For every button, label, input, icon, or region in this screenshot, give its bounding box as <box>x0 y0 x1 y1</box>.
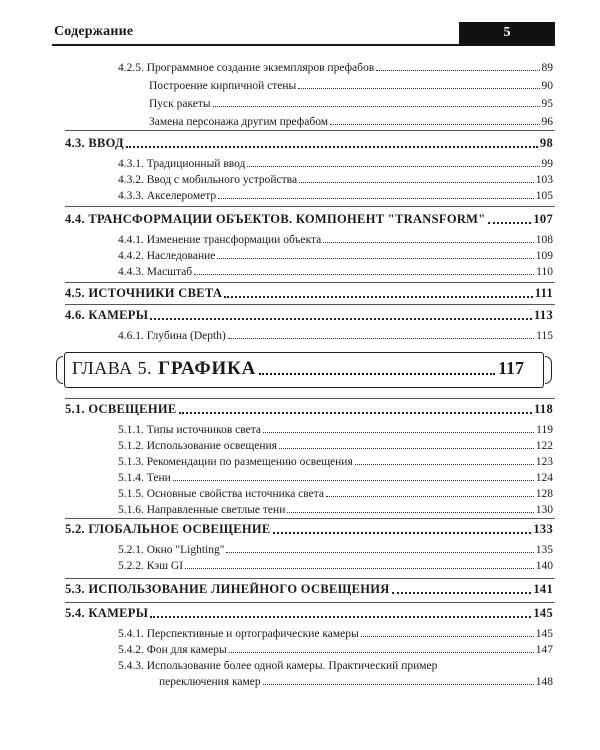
section-divider <box>65 518 555 519</box>
dot-leader <box>224 296 533 298</box>
dot-leader <box>376 70 539 71</box>
toc-section-page: 118 <box>534 402 553 416</box>
toc-entry-page: 89 <box>541 62 553 74</box>
toc-entry-page: 119 <box>536 424 553 436</box>
dot-leader <box>217 258 533 259</box>
section-divider <box>65 282 555 283</box>
page-number-badge: 5 <box>459 22 555 44</box>
toc-entry-page: 99 <box>541 158 553 170</box>
toc-entry[interactable] <box>118 544 553 556</box>
toc-entry-continuation[interactable] <box>159 676 553 688</box>
dot-leader <box>213 106 540 107</box>
dot-leader <box>361 636 534 637</box>
toc-entry-page: 122 <box>535 440 553 452</box>
toc-entry-title: 5.1.2. Использование освещения <box>118 440 277 452</box>
toc-entry[interactable] <box>118 266 553 278</box>
toc-section-page: 133 <box>533 522 553 536</box>
toc-section[interactable] <box>65 212 553 227</box>
toc-entry-page: 90 <box>541 80 553 92</box>
toc-entry-title: 4.3.1. Традиционный ввод <box>118 158 246 170</box>
toc-entry-page: 147 <box>535 644 553 656</box>
toc-entry-title: 5.1.4. Тени <box>118 472 171 484</box>
toc-entry-title: 5.1.3. Рекомендации по размещению освещения <box>118 456 353 468</box>
toc-section[interactable] <box>65 308 553 323</box>
toc-entry-title: 4.3.3. Акселерометр <box>118 190 217 202</box>
toc-entry[interactable] <box>118 628 553 640</box>
toc-entry-title: 4.2.5. Программное создание экземпляров префабов <box>118 62 375 74</box>
toc-section[interactable] <box>65 582 553 597</box>
dot-leader <box>226 552 533 553</box>
toc-entry[interactable] <box>118 330 553 342</box>
dot-leader <box>194 274 534 275</box>
section-divider <box>65 578 555 579</box>
toc-entry-title: 4.4.3. Масштаб <box>118 266 193 278</box>
toc-section[interactable] <box>65 286 553 301</box>
toc-entry[interactable] <box>118 234 553 246</box>
toc-entry[interactable] <box>118 560 553 572</box>
chapter-title: ГРАФИКА <box>158 358 257 379</box>
toc-section[interactable] <box>65 606 553 621</box>
toc-section-page: 141 <box>533 582 553 596</box>
dot-leader <box>259 373 495 375</box>
dot-leader <box>228 338 534 339</box>
dot-leader <box>287 512 533 513</box>
toc-section-page: 113 <box>534 308 553 322</box>
toc-entry-page: 124 <box>535 472 553 484</box>
toc-entry-title: 4.4.2. Наследование <box>118 250 216 262</box>
dot-leader <box>298 88 539 89</box>
toc-entry[interactable] <box>118 504 553 516</box>
toc-entry-title: 5.4.2. Фон для камеры <box>118 644 227 656</box>
toc-section[interactable] <box>65 136 553 151</box>
toc-entry-title: 5.4.3. Использование более одной камеры. Практический пример <box>118 660 438 672</box>
toc-entry-page: 148 <box>535 676 553 688</box>
toc-entry-title: 5.1.1. Типы источников света <box>118 424 261 436</box>
dot-leader <box>323 242 533 243</box>
toc-section-title: 5.4. КАМЕРЫ <box>65 606 149 620</box>
toc-entry-page: 140 <box>535 560 553 572</box>
dot-leader <box>326 496 534 497</box>
toc-entry[interactable] <box>118 456 553 468</box>
dot-leader <box>488 222 532 224</box>
toc-section[interactable] <box>65 522 553 537</box>
toc-entry-title: переключения камер <box>159 676 261 688</box>
toc-entry[interactable] <box>149 116 553 128</box>
dot-leader <box>263 684 534 685</box>
toc-entry[interactable] <box>118 440 553 452</box>
toc-entry-page: 145 <box>535 628 553 640</box>
toc-entry-page: 96 <box>541 116 553 128</box>
toc-entry-title: 5.1.6. Направленные светлые тени <box>118 504 286 516</box>
toc-entry-title: Построение кирпичной стены <box>149 80 297 92</box>
section-divider <box>65 304 555 305</box>
toc-entry-page: 130 <box>535 504 553 516</box>
toc-entry-title: 4.4.1. Изменение трансформации объекта <box>118 234 322 246</box>
toc-entry[interactable] <box>118 158 553 170</box>
dot-leader <box>150 318 532 320</box>
toc-entry[interactable] <box>118 174 553 186</box>
toc-entry-title: 5.2.2. Кэш GI <box>118 560 184 572</box>
toc-section-title: 5.1. ОСВЕЩЕНИЕ <box>65 402 177 416</box>
toc-entry[interactable] <box>149 98 553 110</box>
toc-entry-title: Замена персонажа другим префабом <box>149 116 329 128</box>
toc-entry-page: 123 <box>535 456 553 468</box>
toc-entry-page: 128 <box>535 488 553 500</box>
toc-entry-page: 109 <box>535 250 553 262</box>
dot-leader <box>355 464 534 465</box>
toc-section-page: 111 <box>534 286 553 300</box>
toc-section-title: 4.3. ВВОД <box>65 136 124 150</box>
toc-entry-title: 5.4.1. Перспективные и ортографические камеры <box>118 628 359 640</box>
toc-section-page: 107 <box>533 212 553 226</box>
toc-entry-title: 5.1.5. Основные свойства источника света <box>118 488 325 500</box>
section-divider <box>65 206 555 207</box>
toc-section-page: 98 <box>539 136 553 150</box>
toc-section-title: 5.2. ГЛОБАЛЬНОЕ ОСВЕЩЕНИЕ <box>65 522 271 536</box>
toc-entry[interactable] <box>118 472 553 484</box>
toc-entry-page: 108 <box>535 234 553 246</box>
toc-entry-page: 105 <box>535 190 553 202</box>
toc-entry-page: 95 <box>541 98 553 110</box>
dot-leader <box>273 532 532 534</box>
toc-entry-title: 5.2.1. Окно "Lighting" <box>118 544 225 556</box>
dot-leader <box>392 592 532 594</box>
chapter-prefix: ГЛАВА 5. <box>72 358 153 378</box>
toc-entry[interactable] <box>118 644 553 656</box>
toc-entry[interactable] <box>118 424 553 436</box>
toc-section-title: 4.6. КАМЕРЫ <box>65 308 149 322</box>
toc-section-title: 4.5. ИСТОЧНИКИ СВЕТА <box>65 286 223 300</box>
toc-entry-page: 103 <box>535 174 553 186</box>
dot-leader <box>185 568 534 569</box>
toc-entry-title: 4.6.1. Глубина (Depth) <box>118 330 226 342</box>
toc-entry-title: 4.3.2. Ввод с мобильного устройства <box>118 174 298 186</box>
toc-entry[interactable] <box>118 250 553 262</box>
toc-entry-page: 115 <box>536 330 553 342</box>
section-divider <box>65 398 555 399</box>
toc-entry[interactable] <box>118 488 553 500</box>
chapter-heading[interactable] <box>72 358 524 380</box>
toc-entry[interactable] <box>149 80 553 92</box>
toc-entry-title: Пуск ракеты <box>149 98 211 110</box>
chapter-page: 117 <box>497 358 524 378</box>
dot-leader <box>218 198 534 199</box>
dot-leader <box>247 166 539 167</box>
toc-section[interactable] <box>65 402 553 417</box>
toc-entry[interactable] <box>118 190 553 202</box>
toc-entry[interactable] <box>118 62 553 74</box>
toc-section-title: 4.4. ТРАНСФОРМАЦИИ ОБЪЕКТОВ. КОМПОНЕНТ "TRANSFORM" <box>65 212 486 226</box>
dot-leader <box>330 124 539 125</box>
dot-leader <box>299 182 534 183</box>
toc-entry-page: 135 <box>535 544 553 556</box>
toc-section-page: 145 <box>533 606 553 620</box>
section-divider <box>65 602 555 603</box>
dot-leader <box>279 448 534 449</box>
dot-leader <box>229 652 534 653</box>
toc-entry-page: 110 <box>536 266 553 278</box>
section-divider <box>65 130 555 131</box>
header-title: Содержание <box>54 24 134 39</box>
dot-leader <box>173 480 534 481</box>
dot-leader <box>263 432 534 433</box>
toc-section-title: 5.3. ИСПОЛЬЗОВАНИЕ ЛИНЕЙНОГО ОСВЕЩЕНИЯ <box>65 582 390 596</box>
toc-entry[interactable] <box>118 660 553 672</box>
dot-leader <box>150 616 531 618</box>
dot-leader <box>126 146 538 148</box>
dot-leader <box>179 412 533 414</box>
